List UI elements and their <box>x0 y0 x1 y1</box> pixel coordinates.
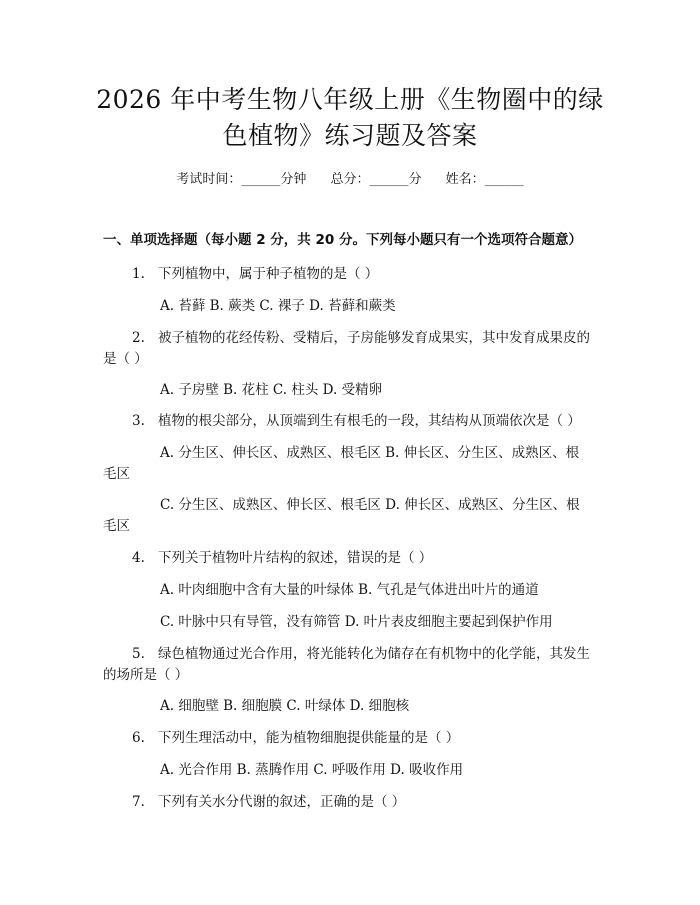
page-title-line-2: 色植物》练习题及答案 <box>222 121 478 150</box>
question-text: 下列植物中，属于种子植物的是（ ） <box>158 266 379 282</box>
question-number: 5. <box>132 646 145 662</box>
question-5-stem-continued: 的场所是（ ） <box>103 667 189 683</box>
question-number: 1. <box>132 266 145 282</box>
question-text: 下列有关水分代谢的叙述，正确的是（ ） <box>158 794 406 810</box>
exam-info <box>0 168 700 187</box>
question-2-stem <box>132 326 590 346</box>
page-title-line-1: 2026 年中考生物八年级上册《生物圈中的绿 <box>96 85 604 114</box>
question-5-stem <box>132 642 590 662</box>
question-3-options-ab-continued: 毛区 <box>103 466 130 482</box>
question-1-options: A. 苔藓 B. 蕨类 C. 裸子 D. 苔藓和蕨类 <box>160 298 396 314</box>
question-7-stem <box>132 790 405 810</box>
question-3-options-ab: A. 分生区、伸长区、成熟区、根毛区 B. 伸长区、分生区、成熟区、根 <box>160 445 580 461</box>
question-2-stem-continued: 是（ ） <box>103 351 148 367</box>
question-text: 绿色植物通过光合作用，将光能转化为储存在有机物中的化学能，其发生 <box>158 646 590 662</box>
question-3-options-cd: C. 分生区、成熟区、伸长区、根毛区 D. 伸长区、成熟区、分生区、根 <box>160 497 580 513</box>
question-3-stem <box>132 409 581 429</box>
question-5-options: A. 细胞壁 B. 细胞膜 C. 叶绿体 D. 细胞核 <box>160 698 410 714</box>
exam-time-field: 考试时间：______分钟 <box>176 172 307 187</box>
question-text: 下列生理活动中，能为植物细胞提供能量的是（ ） <box>158 730 460 746</box>
exam-score-field: 总分：______分 <box>330 172 422 187</box>
question-6-stem <box>132 726 459 746</box>
question-2-options: A. 子房壁 B. 花柱 C. 柱头 D. 受精卵 <box>160 382 383 398</box>
question-4-options-cd: C. 叶脉中只有导管，没有筛管 D. 叶片表皮细胞主要起到保护作用 <box>160 614 553 630</box>
exam-name-field: 姓名：______ <box>445 172 524 187</box>
question-number: 2. <box>132 330 145 346</box>
section-heading: 一、单项选择题（每小题 2 分，共 20 分。下列每小题只有一个选项符合题意） <box>103 232 582 248</box>
question-number: 6. <box>132 730 145 746</box>
question-4-stem <box>132 546 432 566</box>
question-text: 下列关于植物叶片结构的叙述，错误的是（ ） <box>158 550 433 566</box>
question-1-stem <box>132 262 378 282</box>
question-number: 4. <box>132 550 145 566</box>
question-number: 7. <box>132 794 145 810</box>
question-3-options-cd-continued: 毛区 <box>103 518 130 534</box>
question-text: 被子植物的花经传粉、受精后，子房能够发育成果实，其中发育成果皮的 <box>158 330 590 346</box>
question-6-options: A. 光合作用 B. 蒸腾作用 C. 呼吸作用 D. 吸收作用 <box>160 762 464 778</box>
question-text: 植物的根尖部分，从顶端到生有根毛的一段，其结构从顶端依次是（ ） <box>158 413 581 429</box>
question-number: 3. <box>132 413 145 429</box>
question-4-options-ab: A. 叶肉细胞中含有大量的叶绿体 B. 气孔是气体进出叶片的通道 <box>160 582 539 598</box>
